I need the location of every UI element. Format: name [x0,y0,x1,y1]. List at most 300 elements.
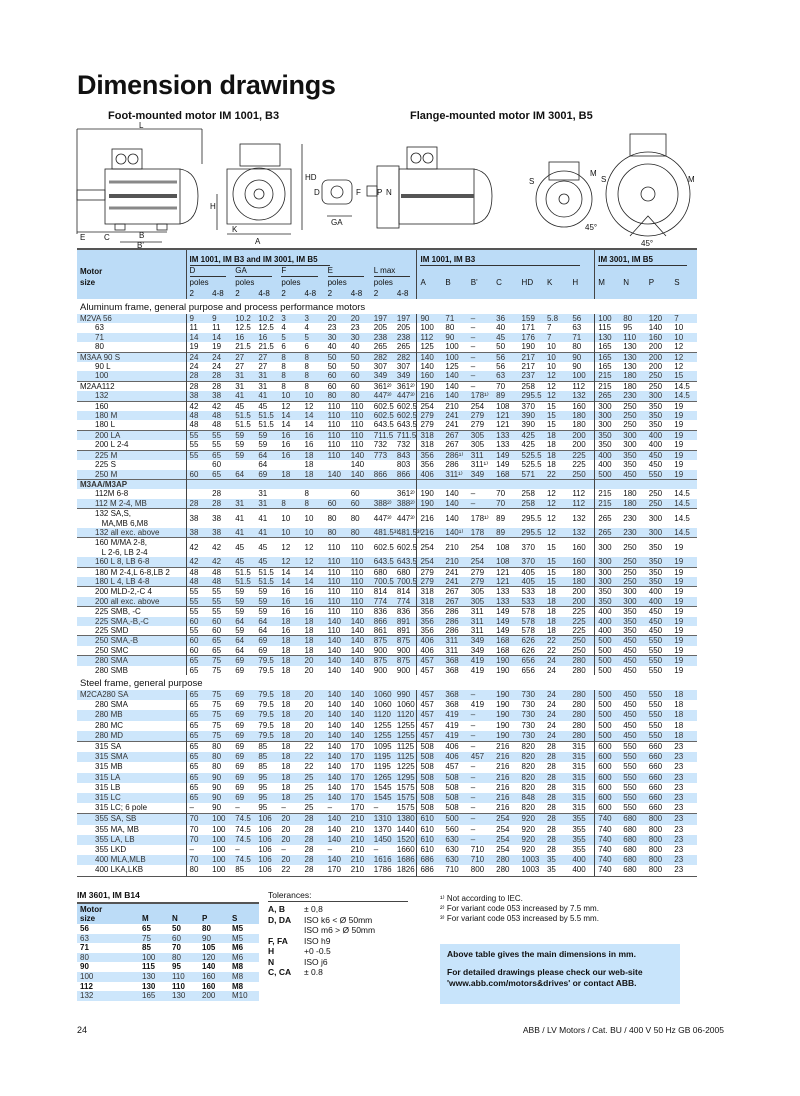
value-cell: 65 [186,690,209,700]
b14-table [77,902,259,1001]
value-cell: 38 [186,528,209,538]
value-cell: 217 [519,352,544,362]
value-cell: 311 [468,607,493,617]
value-cell: 23 [674,834,684,844]
value-cell: 149 [496,460,510,470]
value-cell: 110 [327,596,341,606]
value-cell: 230 [620,509,646,528]
value-cell: 55 [212,440,222,450]
value-cell: 106 [258,834,272,844]
value-cell: 69 [235,690,245,700]
motor-size-cell: 355 SA, SB [77,814,186,825]
value-cell: 920 [519,814,544,825]
value-cell: 36 [496,314,506,323]
value-cell: 23 [671,865,697,876]
value-cell: 18 [278,636,301,646]
value-cell: 22 [278,865,301,876]
value-cell: 400 [595,607,621,617]
table-row [77,401,697,411]
value-cell: 660 [648,803,663,813]
value-cell: 140 [417,352,442,362]
value-cell: 216 [493,742,518,753]
value-cell: 110 [325,538,348,557]
value-cell: 356 [417,460,442,469]
value-cell: 349 [470,645,485,655]
motor-size-cell: 225 SMD [95,626,129,635]
value-cell: 75 [212,710,222,720]
value-cell: – [186,845,209,855]
value-cell [232,479,255,489]
col-lmax-header: L max [374,266,410,277]
value-cell: 140 [327,690,341,700]
value-cell: 80 [202,924,211,933]
value-cell: 265 [373,342,388,352]
value-cell: 180 [623,371,637,381]
value-cell: 48 [212,411,222,421]
value-cell: 215 [595,381,621,391]
value-cell: 300 [595,557,621,567]
value-cell: 18 [302,636,325,646]
value-cell: 170 [350,803,365,813]
value-cell: 279 [417,411,442,420]
page-title: Dimension drawings [77,70,336,100]
value-cell: 24 [212,362,222,372]
value-cell: 45 [232,401,255,411]
value-cell: 254 [496,834,510,844]
value-cell: 307 [373,362,388,372]
value-cell: 500 [595,721,621,731]
value-cell: 60 [327,498,337,508]
value-cell: 140 [327,700,341,710]
value-cell: 28 [302,865,325,876]
value-cell: 18 [674,690,684,700]
flange-large-end-view [606,134,690,236]
value-cell: 210 [442,401,467,411]
value-cell: 30 [327,332,337,342]
value-cell: 110 [325,567,348,577]
value-cell: – [327,845,333,855]
value-cell: 140 [648,323,663,333]
pole-value: 4-8 [304,289,317,298]
value-cell: 4 [281,323,286,333]
table-row [77,855,697,865]
value-cell: 550 [648,665,663,675]
value-cell: 149 [496,616,510,626]
value-cell: – [468,742,493,753]
value-cell: 550 [623,772,637,782]
value-cell: 125 [445,362,459,372]
info-text-2: For detailed drawings please check our web-site 'www.abb.com/motors&drives' or contact ABB. [447,967,643,988]
value-cell: 400 [572,855,586,865]
value-cell: 75 [212,665,222,675]
value-cell: 660 [648,782,663,792]
value-cell: 1003 [521,855,540,865]
value-cell: 18 [281,710,291,720]
value-cell: 20 [327,314,337,323]
value-cell: 450 [646,607,672,617]
value-cell: 12 [302,538,325,557]
col-hd-header: HD [521,278,534,287]
value-cell: 110 [350,557,364,567]
value-cell: 110 [327,411,341,421]
value-cell: 600 [595,762,621,772]
value-cell: 425 [521,440,535,450]
value-cell: 774 [396,596,411,606]
value-cell: 74.5 [235,834,251,844]
value-cell: 800 [468,865,493,876]
tolerance-key: A, B [268,904,285,914]
value-cell [232,489,255,498]
value-cell: 15 [544,538,569,557]
value-cell: 680 [620,814,646,825]
value-cell: 200 [569,587,594,597]
value-cell: 140 [325,636,348,646]
value-cell: 60 [350,371,360,381]
poles-label: poles [281,278,301,287]
label-d: D [314,188,320,197]
value-cell: 16 [278,450,301,460]
value-cell: 12 [278,538,301,557]
value-cell: 920 [521,834,535,844]
value-cell: 610 [417,845,442,855]
value-cell: 51.5 [258,420,274,430]
value-cell: 100 [445,342,459,352]
value-cell: 140 [327,616,341,626]
value-cell: 286 [442,607,467,617]
value-cell: 75 [212,690,222,700]
value-cell: 35 [544,865,569,876]
value-cell: 65 [186,773,209,783]
value-cell: 550 [648,730,663,740]
value-cell: 450 [623,665,637,675]
b14-row [77,934,259,944]
value-cell: 23 [674,782,684,792]
value-cell: 51.5 [255,567,278,577]
value-cell: 660 [648,752,663,762]
value-cell: 533 [521,596,535,606]
value-cell: M8 [229,972,259,982]
value-cell: 80 [350,391,360,401]
value-cell: 70 [496,489,506,499]
value-cell: 578 [521,626,535,635]
value-cell: 18 [281,730,291,740]
value-cell: 300 [595,538,621,557]
table-row [77,865,697,876]
value-cell: 69 [258,469,268,479]
value-cell: 630 [445,834,459,844]
value-cell: 51.5 [258,411,274,421]
value-cell: 22 [304,762,314,772]
value-cell: 130 [623,342,637,352]
value-cell: 254 [470,557,485,567]
value-cell: 891 [396,616,411,626]
value-cell: 64 [232,636,255,646]
value-cell: 23 [671,814,697,825]
table-row [77,773,697,783]
value-cell: 23 [674,772,684,782]
table-row [77,342,697,352]
value-cell: 225 [569,607,594,617]
value-cell: 108 [493,538,518,557]
value-cell: 8 [278,381,301,391]
value-cell: 370 [521,557,535,567]
value-cell: – [470,332,476,342]
motor-size-cell: 315 LB [95,782,121,792]
value-cell: 65 [186,731,209,742]
value-cell: 132 [572,391,586,401]
value-cell: 550 [648,469,663,479]
motor-size-cell: 355 LA, LB [95,834,135,844]
table-row [77,597,697,607]
value-cell: 350 [623,626,637,635]
value-cell: 106 [258,845,272,855]
value-cell: 110 [327,576,341,586]
value-cell: 16 [281,596,291,606]
value-cell: 200 [648,342,663,352]
value-cell: 28 [212,489,222,499]
value-cell: 1660 [396,845,415,855]
value-cell: 258 [521,489,535,499]
value-cell: 59 [258,596,268,606]
value-cell: 361²⁾ [394,381,417,391]
motor-size-cell: 132 [77,991,139,1001]
value-cell: 160 [569,401,594,411]
value-cell: 200 [646,352,672,362]
value-cell [417,479,442,489]
value-cell: 891 [396,626,411,635]
value-cell: 300 [595,401,621,411]
motor-size-cell: 250 M [95,469,118,479]
col-b-prime-header: B' [470,278,478,287]
label-p: P [377,188,383,197]
value-cell: 24 [546,730,556,740]
value-cell: – [470,834,476,844]
value-cell: 106 [255,814,278,825]
value-cell: 10 [302,509,325,528]
value-cell: 69 [235,762,245,772]
value-cell: 95 [258,782,268,792]
value-cell: 41 [258,527,268,537]
value-cell: 450 [620,636,646,646]
value-cell: 11 [186,323,209,332]
value-cell: 500 [595,731,621,742]
value-cell: 400 [648,440,663,450]
value-cell: 140 [327,469,341,479]
table-row [77,460,697,469]
value-cell: 48 [186,577,209,587]
value-cell: 16 [278,607,301,617]
value-cell: 79.5 [258,690,274,700]
value-cell: 70 [172,943,181,953]
value-cell: 55 [212,596,222,606]
value-cell: 16 [281,440,291,450]
value-cell: 740 [595,845,621,855]
value-cell: 10 [674,323,684,333]
value-cell: 350 [646,567,672,577]
value-cell: 18 [281,762,291,772]
value-cell: 1120 [396,710,415,720]
value-cell: 110 [172,981,185,991]
value-cell: 18 [281,772,291,782]
value-cell: 65 [186,783,209,793]
poles-label: poles [235,278,255,287]
value-cell: 350 [648,411,663,421]
value-cell: 110 [327,557,341,567]
value-cell: 140 [325,656,348,666]
value-cell: 1120 [373,710,391,720]
value-cell: 508 [417,793,442,803]
value-cell: 215 [595,371,621,381]
label-angle-small: 45° [585,223,598,232]
value-cell: M8 [232,962,244,972]
value-cell: 51.5 [235,576,251,586]
value-cell: 210 [350,845,365,855]
value-cell: 14 [186,333,209,342]
value-cell: 730 [521,700,535,710]
value-cell: 1575 [396,803,415,813]
value-cell: 110 [325,587,348,597]
value-cell: 125 [417,342,442,352]
table-row [77,440,697,450]
motor-size-cell: 355 MA, MB [95,824,140,834]
value-cell: 41 [258,391,268,401]
value-cell: 80 [212,752,222,762]
value-cell: 110 [325,430,348,440]
value-cell: 140 [325,814,348,825]
value-cell: 350 [595,440,621,450]
value-cell: 820 [521,772,535,782]
value-cell: 31 [258,498,268,508]
value-cell: – [373,845,379,855]
value-cell: 800 [646,814,672,825]
value-cell: 8 [281,498,286,508]
value-cell: 225 [572,460,586,470]
value-cell: 89 [493,509,518,528]
group-b5-header: IM 3001, IM B5 [598,255,687,266]
value-cell: 626 [519,636,544,646]
value-cell: 65 [186,710,209,720]
value-cell: 28 [302,814,325,825]
value-cell: 23 [674,824,684,834]
value-cell: – [470,498,476,508]
value-cell [371,479,394,489]
foot-mounted-title: Foot-mounted motor IM 1001, B3 [108,110,280,122]
label-l: L [139,121,144,130]
value-cell: 710 [442,865,467,876]
value-cell: 550 [623,762,637,772]
value-cell: 140 [202,962,216,972]
value-cell: 18 [304,469,314,479]
value-cell: 803 [396,460,411,470]
value-cell: M10 [229,991,259,1001]
value-cell: 400 [595,460,621,469]
value-cell: 1616 [373,855,392,865]
value-cell: 711.5 [394,430,417,440]
motor-size-cell: 200 MLD-2,-C 4 [77,587,186,597]
value-cell: 500 [595,636,621,646]
value-cell: 643.5 [396,420,417,430]
b14-row [77,943,259,953]
value-cell: 643.5 [373,557,394,567]
value-cell: 680 [620,865,646,876]
value-cell: 75 [212,700,222,710]
value-cell: 28 [546,772,556,782]
value-cell: 85 [232,865,255,876]
label-c: C [104,233,110,242]
value-cell: 70 [186,835,209,845]
value-cell: 90 [212,772,222,782]
value-cell: 286 [445,616,459,626]
value-cell: 740 [595,814,621,825]
motor-size-cell: 71 [95,332,104,342]
table-row [77,742,697,753]
value-cell: 112 [569,381,594,391]
label-k: K [232,225,238,234]
value-cell: 315 [572,782,586,792]
value-cell: 254 [417,557,442,567]
value-cell: 79.5 [258,720,274,730]
value-cell: 110 [348,587,371,597]
value-cell: 656 [519,656,544,666]
value-cell: 59 [235,596,245,606]
value-cell: 250 [648,498,663,508]
value-cell: 400 [646,430,672,440]
value-cell: 10 [304,391,314,401]
value-cell: 254 [468,538,493,557]
col-p-header: P [648,278,655,287]
value-cell: 300 [620,430,646,440]
value-cell: 258 [521,498,535,508]
value-cell [519,479,544,489]
value-cell: 180 [569,567,594,577]
motor-size-cell: 280 SMA [77,656,186,666]
value-cell: 900 [396,645,411,655]
value-cell: 20 [281,824,291,834]
value-cell: 95 [623,323,633,333]
value-cell: 63 [572,323,582,333]
value-cell: 197 [396,314,411,323]
table-row [77,314,697,323]
b14-title: IM 3601, IM B14 [77,890,140,900]
value-cell: 419 [470,665,485,675]
value-cell: 90 [445,332,455,342]
value-cell: 120 [199,953,229,963]
table-row [77,721,697,731]
info-box [440,944,680,1004]
value-cell: 65 [212,469,222,479]
motor-size-header-line1: Motor [80,267,103,276]
value-cell: 19 [671,538,697,557]
value-cell: 69 [235,720,245,730]
value-cell: 800 [648,855,663,865]
value-cell: 400 [595,617,621,626]
value-cell: 55 [186,430,209,440]
value-cell [442,479,467,489]
col-ga-header: GA [235,266,272,277]
value-cell: 14.5 [671,509,697,528]
value-cell: 90 [212,803,222,813]
value-cell: 100 [212,845,226,855]
motor-size-cell: 80 [77,953,139,963]
value-cell: 28 [304,834,314,844]
motor-size-cell: 180 M [95,411,118,421]
label-h: H [210,202,216,211]
value-cell: 660 [648,762,663,772]
value-cell: 168 [496,469,510,479]
pole-value: 2 [186,288,209,299]
value-cell: 660 [648,772,663,782]
value-cell: 12 [302,401,325,411]
